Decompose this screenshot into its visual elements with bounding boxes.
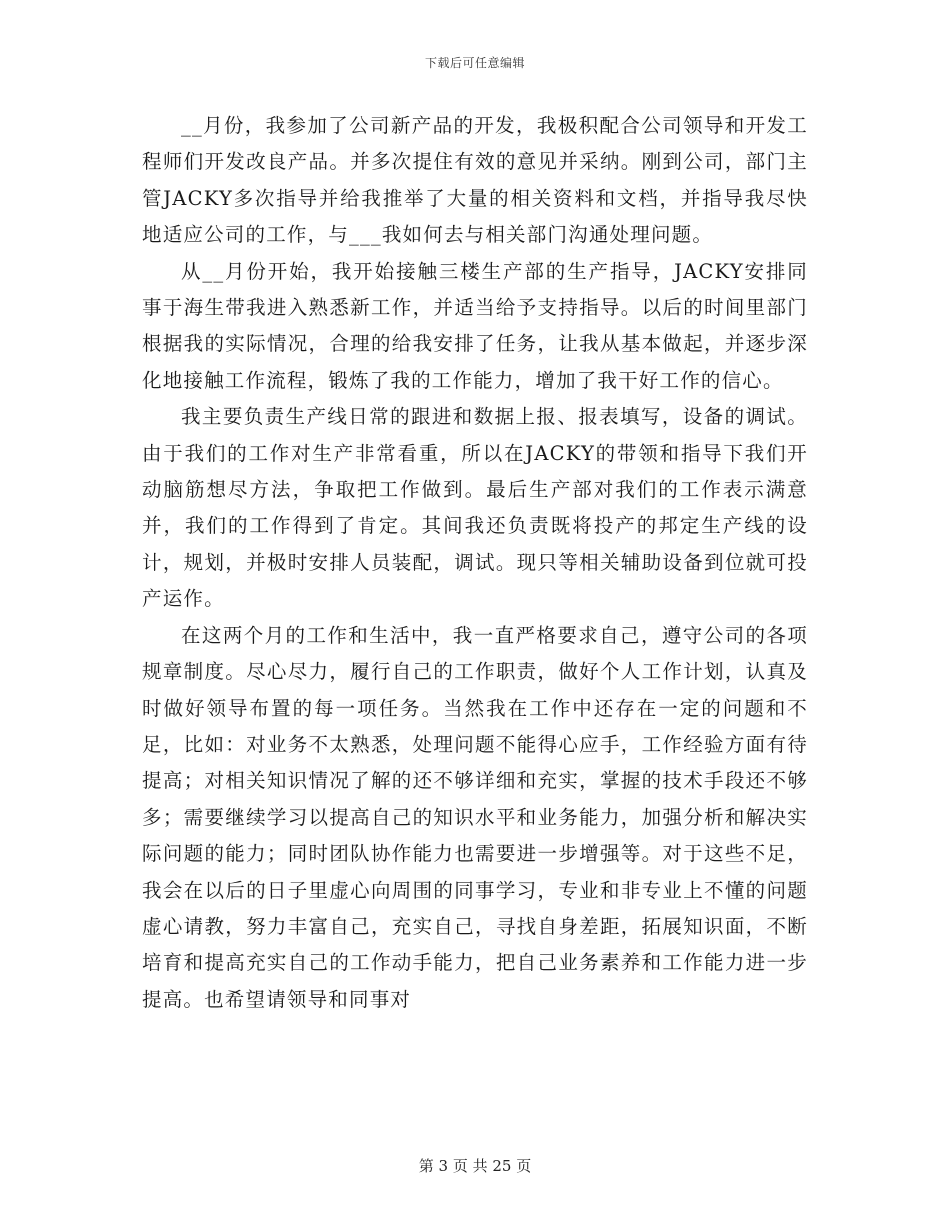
page-header: 下载后可任意编辑 <box>424 56 525 70</box>
document-body <box>142 108 808 1018</box>
paragraph: 在这两个月的工作和生活中，我一直严格要求自己，遵守公司的各项规章制度。尽心尽力，履行自己的工作职责，做好个人工作计划，认真及时做好领导布置的每一项任务。当然我在工作中还存在一定的问题和不足，比如：对业务不太熟悉，处理问题不能得心应手，工作经验方面有待提高；对相关知识情况了解的还不够详细和充实，掌握的技术手段还不够多；需要继续学习以提高自己的知识水平和业务能力，加强分析和解决实际问题的能力；同时团队协作能力也需要进一步增强等。对于这些不足，我会在以后的日子里虚心向周围的同事学习，专业和非专业上不懂的问题虚心请教，努力丰富自己，充实自己，寻找自身差距，拓展知识面，不断培育和提高充实自己的工作动手能力，把自己业务素养和工作能力进一步提高。也希望请领导和同事对 <box>142 623 808 1011</box>
page-footer: 第 3 页 共 25 页 <box>418 1157 532 1175</box>
paragraph: 从__月份开始，我开始接触三楼生产部的生产指导，JACKY安排同事于海生带我进入熟悉新工作，并适当给予支持指导。以后的时间里部门根据我的实际情况，合理的给我安排了任务，让我从基本做起，并逐步深化地接触工作流程，锻炼了我的工作能力，增加了我干好工作的信心。 <box>142 259 808 392</box>
paragraph: __月份，我参加了公司新产品的开发，我极积配合公司领导和开发工程师们开发改良产品。并多次提住有效的意见并采纳。刚到公司，部门主管JACKY多次指导并给我推举了大量的相关资料和文档，并指导我尽快地适应公司的工作，与___我如何去与相关部门沟通处理问题。 <box>142 114 808 247</box>
paragraph: 我主要负责生产线日常的跟进和数据上报、报表填写，设备的调试。由于我们的工作对生产非常看重，所以在JACKY的带领和指导下我们开动脑筋想尽方法，争取把工作做到。最后生产部对我们的工作表示满意并，我们的工作得到了肯定。其间我还负责既将投产的邦定生产线的设计，规划，并极时安排人员装配，调试。现只等相关辅助设备到位就可投产运作。 <box>142 405 808 611</box>
